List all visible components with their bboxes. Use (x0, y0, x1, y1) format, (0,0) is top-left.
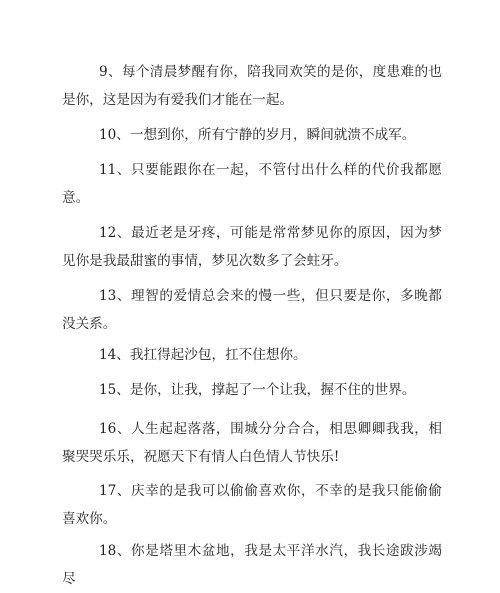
paragraph-10: 10、一想到你，所有宁静的岁月，瞬间就溃不成军。 (99, 127, 416, 143)
paragraph-16: 16、人生起起落落，围城分分合合，相思卿卿我我，相聚哭哭乐乐，祝愿天下有情人白色情人节快乐! (62, 421, 442, 465)
paragraph-11: 11、只要能跟你在一起，不管付出什么样的代价我都愿意。 (62, 162, 442, 206)
paragraph-18: 18、你是塔里木盆地，我是太平洋水汽，我长途跋涉竭尽 (62, 543, 442, 587)
paragraph-17: 17、庆幸的是我可以偷偷喜欢你，不幸的是我只能偷偷喜欢你。 (62, 483, 442, 527)
paragraph-13: 13、理智的爱情总会来的慢一些，但只要是你，多晚都没关系。 (62, 288, 442, 332)
paragraph-9: 9、每个清晨梦醒有你，陪我同欢笑的是你，度患难的也是你，这是因为有爱我们才能在一起。 (62, 64, 442, 108)
paragraph-15: 15、是你，让我，撑起了一个让我，握不住的世界。 (99, 382, 416, 398)
paragraph-12: 12、最近老是牙疼，可能是常常梦见你的原因，因为梦见你是我最甜蜜的事情，梦见次数多了会蛀牙。 (62, 225, 442, 269)
paragraph-14: 14、我扛得起沙包，扛不住想你。 (99, 347, 307, 363)
